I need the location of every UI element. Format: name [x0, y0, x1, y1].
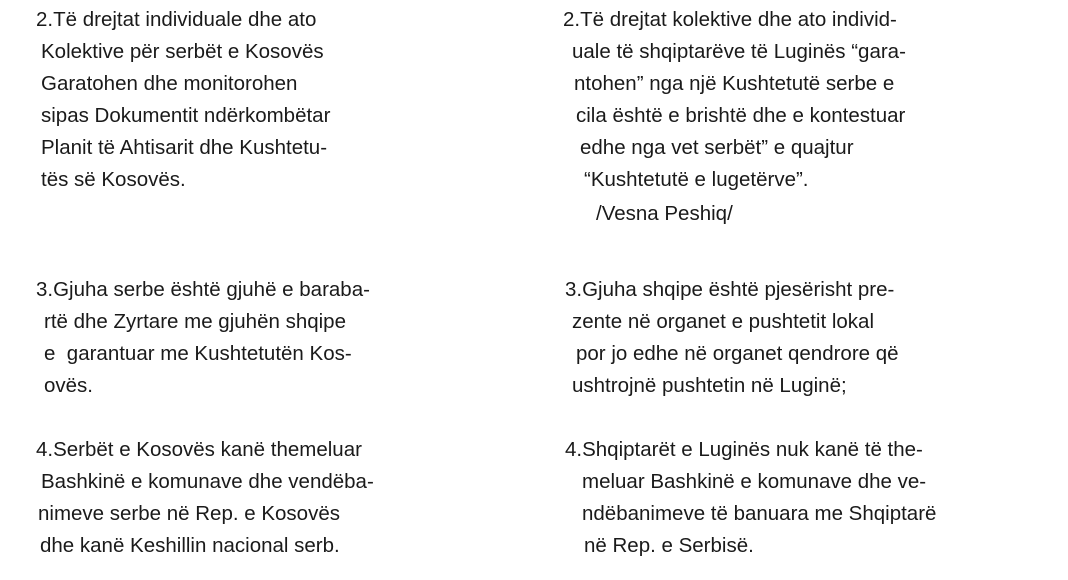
right-s3-line-3: por jo edhe në organet qendrore që	[576, 342, 899, 365]
left-s2-line-1: 2.Të drejtat individuale dhe ato	[36, 8, 317, 31]
right-s3-line-1: 3.Gjuha shqipe është pjesërisht pre-	[565, 278, 895, 301]
right-s4-line-1: 4.Shqiptarët e Luginës nuk kanë të the-	[565, 438, 923, 461]
left-s3-line-2: rtë dhe Zyrtare me gjuhën shqipe	[44, 310, 346, 333]
right-s2-line-5: edhe nga vet serbët” e quajtur	[580, 136, 854, 159]
left-s4-line-3: nimeve serbe në Rep. e Kosovës	[38, 502, 340, 525]
left-s4-line-4: dhe kanë Keshillin nacional serb.	[40, 534, 340, 557]
right-s2-line-4: cila është e brishtë dhe e kontestuar	[576, 104, 906, 127]
left-s2-line-5: Planit të Ahtisarit dhe Kushtetu-	[41, 136, 328, 159]
right-s2-line-2: uale të shqiptarëve të Luginës “gara-	[572, 40, 906, 63]
left-s4-line-2: Bashkinë e komunave dhe vendëba-	[41, 470, 374, 493]
left-s3-line-1: 3.Gjuha serbe është gjuhë e baraba-	[36, 278, 370, 301]
right-s3-line-2: zente në organet e pushtetit lokal	[572, 310, 875, 333]
left-s2-line-3: Garatohen dhe monitorohen	[41, 72, 298, 95]
right-s4-line-4: në Rep. e Serbisë.	[584, 534, 754, 557]
right-s3-line-4: ushtrojnë pushtetin në Luginë;	[572, 374, 847, 397]
right-s2-line-6: “Kushtetutë e lugetërve”.	[584, 168, 809, 191]
right-s2-line-3: ntohen” nga një Kushtetutë serbe e	[574, 72, 895, 95]
left-s2-line-6: tës së Kosovës.	[41, 168, 186, 191]
right-s2-author: /Vesna Peshiq/	[596, 202, 733, 225]
left-s2-line-2: Kolektive për serbët e Kosovës	[41, 40, 324, 63]
left-s3-line-4: ovës.	[44, 374, 93, 397]
right-s2-line-1: 2.Të drejtat kolektive dhe ato individ-	[563, 8, 897, 31]
right-s4-line-3: ndëbanimeve të banuara me Shqiptarë	[582, 502, 937, 525]
left-s2-line-4: sipas Dokumentit ndërkombëtar	[41, 104, 331, 127]
left-s4-line-1: 4.Serbët e Kosovës kanë themeluar	[36, 438, 362, 461]
left-s3-line-3: e garantuar me Kushtetutën Kos-	[44, 342, 352, 365]
right-s4-line-2: meluar Bashkinë e komunave dhe ve-	[582, 470, 927, 493]
